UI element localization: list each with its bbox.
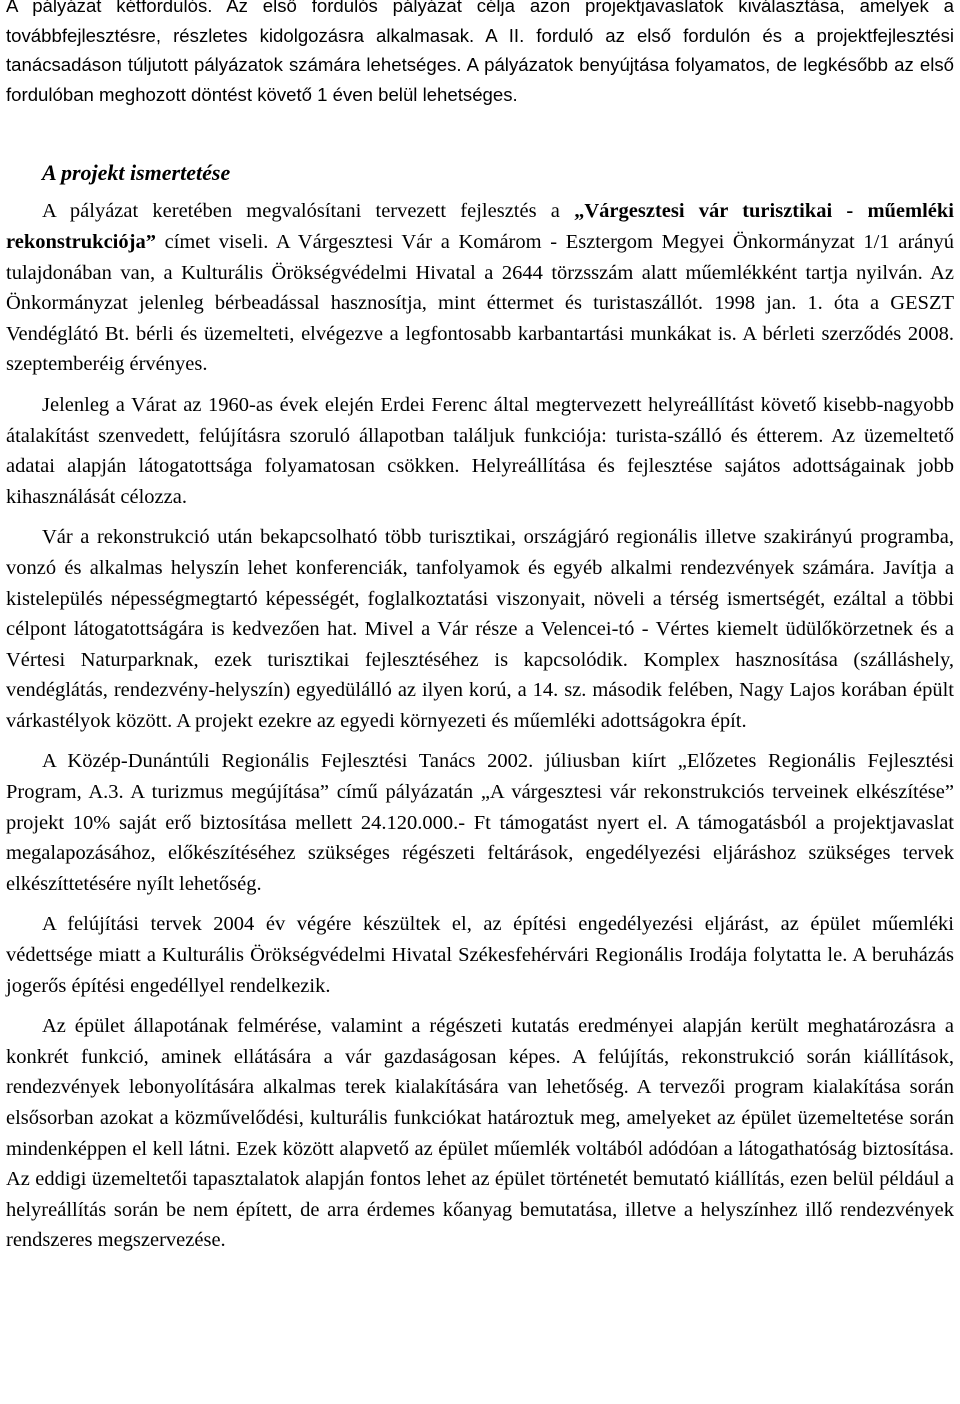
paragraph-1-lead: A pályázat keretében megvalósítani tervezett fejlesztés a <box>42 200 575 223</box>
paragraph-funding: A Közép-Dunántúli Regionális Fejlesztési Tanács 2002. júliusban kiírt „Előzetes Regionális Fejlesztési Program, A.3. A turizmus megújítása” című pályázatán „A várgesztesi vár rekonstrukciós terveinek elkészítése” projekt 10% saját erő biztosítása mellett 24.120.000.- Ft támogatást nyert el. A támogatásból a projektjavaslat megalapozásához, előkészítéséhez szükséges régészeti feltárások, engedélyezési eljáráshoz szükséges tervek elkészíttetésére nyílt lehetőség. <box>6 750 954 895</box>
paragraph-current-state: Jelenleg a Várat az 1960-as évek elején Erdei Ferenc által megtervezett helyreállítást követő kisebb-nagyobb átalakítást szenvedett, felújításra szoruló állapotban találjuk funkciója: turista-szálló és étterem. Az üzemeltető adatai alapján látogatottsága folyamatosan csökken. Helyreállítása és fejlesztése sajátos adottságainak jobb kihasználását célozza. <box>6 393 954 508</box>
paragraph-functions: Az épület állapotának felmérése, valamint a régészeti kutatás eredményei alapján került meghatározásra a konkrét funkció, aminek ellátására a vár gazdaságosan képes. A felújítás, rekonstrukció során kiállítások, rendezvények lebonyolítására alkalmas terek kialakítására van lehetőség. A tervezői program kialakítása során elsősorban azokat a közművelődési, kulturális funkciókat határoztuk meg, amelyeket az épület üzemeltetése során mindenképpen el kell látni. Ezek között alapvető az épület műemlék voltából adódóan a látogathatóság biztosítása. Az eddigi üzemeltetői tapasztalatok alapján fontos lehet az épület történetét bemutató kiállítás, ezen belül például a helyreállítás során be nem épített, de arra érdemes kőanyag bemutatása, illetve a helyszínhez illő rendezvények rendszeres megszervezése. <box>6 1015 954 1252</box>
section-title: A projekt ismertetése <box>42 160 231 186</box>
intro-paragraph: A pályázat kétfordulós. Az első fordulós pályázat célja azon projektjavaslatok kiválasztása, amelyek a továbbfejlesztésre, részletes kidolgozásra alkalmasak. A II. forduló az első fordulón és a projektfejlesztési tanácsadáson túljutott pályázatok számára lehetséges. A pályázatok benyújtása folyamatos, de legkésőbb az első fordulóban meghozott döntést követő 1 éven belül lehetséges. <box>6 0 954 105</box>
paragraph-plans: A felújítási tervek 2004 év végére készültek el, az építési engedélyezési eljárást, az épület műemléki védettsége miatt a Kulturális Örökségvédelmi Hivatal Székesfehérvári Regionális Irodája folytatta le. A beruházás jogerős építési engedéllyel rendelkezik. <box>6 913 954 997</box>
paragraph-tourism: Vár a rekonstrukció után bekapcsolható több turisztikai, országjáró regionális illetve szakirányú programba, vonzó és alkalmas helyszín lehet konferenciák, tanfolyamok és egyéb alkalmi rendezvények számára. Javítja a kistelepülés népességmegtartó képességét, foglalkoztatási viszonyait, növeli a térség ismertségét, ezáltal a többi célpont látogatottságára is kedvezően hat. Mivel a Vár része a Velencei-tó - Vértes kiemelt üdülőkörzetnek és a Vértesi Naturparknak, ezek turisztikai fejlesztéséhez is kapcsolódik. Komplex hasznosítása (szálláshely, vendéglátás, rendezvény-helyszín) egyedülálló az ilyen korú, a 14. sz. második felében, Nagy Lajos korában épült várkastélyok között. A projekt ezekre az egyedi környezeti és műemléki adottságokra épít. <box>6 526 954 732</box>
paragraph-1-rest: címet viseli. A Várgesztesi Vár a Komárom - Esztergom Megyei Önkormányzat 1/1 arányú tulajdonában van, a Kulturális Örökségvédelmi Hivatal a 2644 törzsszám alatt műemlékként tartja nyilván. Az Önkormányzat jelenleg bérbeadással hasznosítja, mint éttermet és turistaszállót. 1998 jan. 1. óta a GESZT Vendéglátó Bt. bérli és üzemelteti, elvégezve a legfontosabb karbantartási munkákat is. A bérleti szerződés 2008. szeptemberéig érvényes. <box>6 230 954 376</box>
paragraph-project-title <box>6 196 954 380</box>
project-name: „Várgesztesi vár turisztikai - műemléki rekonstrukciója” <box>6 200 954 253</box>
